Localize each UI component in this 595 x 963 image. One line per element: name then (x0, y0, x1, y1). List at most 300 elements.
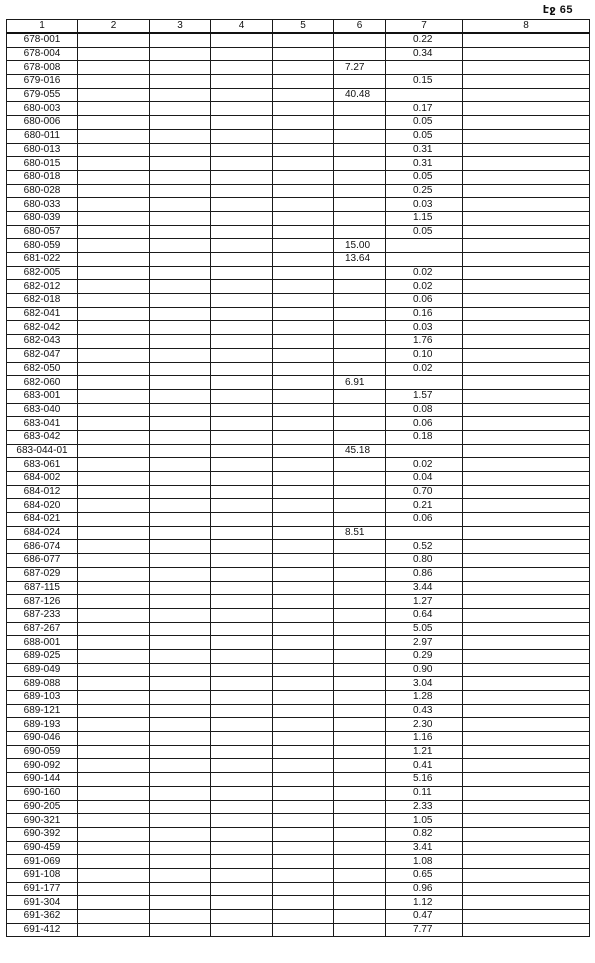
empty-cell (463, 403, 590, 417)
empty-cell (211, 170, 273, 184)
empty-cell (463, 362, 590, 376)
table-row (7, 47, 590, 61)
column-6-cell (334, 910, 386, 924)
table-row (7, 170, 590, 184)
empty-cell (463, 444, 590, 458)
empty-cell (273, 649, 334, 663)
empty-cell (273, 129, 334, 143)
empty-cell (463, 430, 590, 444)
column-6-cell (334, 198, 386, 212)
empty-cell (211, 814, 273, 828)
empty-cell (78, 910, 150, 924)
empty-cell (273, 786, 334, 800)
parcel-code-cell: 679-055 (7, 88, 78, 102)
table-row (7, 526, 590, 540)
empty-cell (78, 540, 150, 554)
column-7-cell (386, 444, 463, 458)
empty-cell (78, 211, 150, 225)
empty-cell (273, 882, 334, 896)
empty-cell (273, 868, 334, 882)
column-header: 3 (150, 20, 211, 34)
empty-cell (463, 102, 590, 116)
empty-cell (463, 376, 590, 390)
empty-cell (211, 403, 273, 417)
empty-cell (150, 513, 211, 527)
empty-cell (78, 608, 150, 622)
empty-cell (273, 704, 334, 718)
empty-cell (463, 773, 590, 787)
empty-cell (150, 321, 211, 335)
column-6-cell (334, 157, 386, 171)
empty-cell (463, 61, 590, 75)
empty-cell (463, 198, 590, 212)
column-6-cell (334, 581, 386, 595)
empty-cell (150, 910, 211, 924)
empty-cell (273, 47, 334, 61)
empty-cell (273, 170, 334, 184)
column-6-cell (334, 855, 386, 869)
empty-cell (273, 417, 334, 431)
column-6-cell (334, 732, 386, 746)
column-6-cell (334, 595, 386, 609)
empty-cell (150, 403, 211, 417)
table-row (7, 321, 590, 335)
table-row (7, 225, 590, 239)
empty-cell (211, 266, 273, 280)
empty-cell (150, 649, 211, 663)
table-row (7, 348, 590, 362)
column-7-cell: 0.64 (386, 608, 463, 622)
column-7-cell: 0.11 (386, 786, 463, 800)
empty-cell (211, 581, 273, 595)
column-7-cell: 0.65 (386, 868, 463, 882)
empty-cell (150, 882, 211, 896)
empty-cell (211, 868, 273, 882)
column-7-cell: 0.43 (386, 704, 463, 718)
column-6-cell (334, 841, 386, 855)
column-7-cell: 0.10 (386, 348, 463, 362)
table-row (7, 732, 590, 746)
empty-cell (211, 855, 273, 869)
empty-cell (273, 33, 334, 47)
parcel-code-cell: 683-040 (7, 403, 78, 417)
empty-cell (211, 882, 273, 896)
parcel-code-cell: 680-057 (7, 225, 78, 239)
empty-cell (211, 499, 273, 513)
table-row (7, 704, 590, 718)
empty-cell (211, 472, 273, 486)
empty-cell (211, 280, 273, 294)
table-row (7, 61, 590, 75)
empty-cell (78, 882, 150, 896)
empty-cell (273, 75, 334, 89)
empty-cell (150, 116, 211, 130)
parcel-code-cell: 690-092 (7, 759, 78, 773)
empty-cell (273, 198, 334, 212)
empty-cell (78, 896, 150, 910)
empty-cell (150, 102, 211, 116)
column-7-cell: 0.82 (386, 827, 463, 841)
parcel-code-cell: 690-321 (7, 814, 78, 828)
empty-cell (463, 417, 590, 431)
empty-cell (150, 581, 211, 595)
empty-cell (463, 239, 590, 253)
empty-cell (150, 389, 211, 403)
column-6-cell (334, 786, 386, 800)
empty-cell (150, 458, 211, 472)
column-6-cell (334, 800, 386, 814)
empty-cell (463, 800, 590, 814)
table-body (7, 33, 590, 937)
parcel-code-cell: 682-005 (7, 266, 78, 280)
empty-cell (211, 663, 273, 677)
empty-cell (463, 622, 590, 636)
empty-cell (273, 157, 334, 171)
empty-cell (273, 211, 334, 225)
empty-cell (78, 88, 150, 102)
empty-cell (150, 266, 211, 280)
table-row (7, 841, 590, 855)
column-7-cell: 2.30 (386, 718, 463, 732)
column-7-cell: 0.03 (386, 198, 463, 212)
column-6-cell (334, 321, 386, 335)
empty-cell (150, 677, 211, 691)
empty-cell (150, 595, 211, 609)
empty-cell (150, 800, 211, 814)
column-6-cell (334, 554, 386, 568)
table-row (7, 266, 590, 280)
parcel-code-cell: 682-060 (7, 376, 78, 390)
empty-cell (273, 841, 334, 855)
parcel-code-cell: 678-004 (7, 47, 78, 61)
empty-cell (273, 184, 334, 198)
parcel-code-cell: 691-412 (7, 923, 78, 937)
empty-cell (211, 184, 273, 198)
empty-cell (463, 526, 590, 540)
empty-cell (211, 567, 273, 581)
empty-cell (211, 677, 273, 691)
parcel-code-cell: 690-059 (7, 745, 78, 759)
empty-cell (78, 855, 150, 869)
table-row (7, 540, 590, 554)
column-6-cell (334, 430, 386, 444)
empty-cell (463, 540, 590, 554)
parcel-code-cell: 687-029 (7, 567, 78, 581)
column-7-cell: 0.15 (386, 75, 463, 89)
table-row (7, 622, 590, 636)
empty-cell (78, 759, 150, 773)
column-7-cell: 0.96 (386, 882, 463, 896)
parcel-code-cell: 682-042 (7, 321, 78, 335)
empty-cell (463, 458, 590, 472)
parcel-code-cell: 680-011 (7, 129, 78, 143)
empty-cell (273, 718, 334, 732)
table-row (7, 280, 590, 294)
empty-cell (211, 636, 273, 650)
column-6-cell: 13.64 (334, 253, 386, 267)
empty-cell (273, 595, 334, 609)
empty-cell (78, 786, 150, 800)
empty-cell (273, 348, 334, 362)
empty-cell (273, 61, 334, 75)
table-row (7, 691, 590, 705)
empty-cell (150, 280, 211, 294)
empty-cell (211, 786, 273, 800)
parcel-code-cell: 678-001 (7, 33, 78, 47)
column-6-cell (334, 472, 386, 486)
table-row (7, 827, 590, 841)
empty-cell (273, 321, 334, 335)
empty-cell (211, 608, 273, 622)
table-row (7, 143, 590, 157)
column-7-cell: 3.04 (386, 677, 463, 691)
parcel-code-cell: 690-392 (7, 827, 78, 841)
column-6-cell (334, 814, 386, 828)
empty-cell (463, 827, 590, 841)
empty-cell (211, 389, 273, 403)
empty-cell (150, 499, 211, 513)
parcel-code-cell: 682-018 (7, 294, 78, 308)
empty-cell (150, 923, 211, 937)
empty-cell (463, 348, 590, 362)
table-row (7, 184, 590, 198)
parcel-code-cell: 680-018 (7, 170, 78, 184)
parcel-code-cell: 690-205 (7, 800, 78, 814)
empty-cell (150, 33, 211, 47)
empty-cell (463, 129, 590, 143)
empty-cell (150, 417, 211, 431)
empty-cell (150, 608, 211, 622)
empty-cell (78, 718, 150, 732)
empty-cell (150, 759, 211, 773)
empty-cell (463, 47, 590, 61)
empty-cell (78, 485, 150, 499)
empty-cell (211, 225, 273, 239)
column-6-cell (334, 129, 386, 143)
empty-cell (150, 472, 211, 486)
empty-cell (273, 759, 334, 773)
column-6-cell: 7.27 (334, 61, 386, 75)
empty-cell (273, 376, 334, 390)
empty-cell (463, 910, 590, 924)
empty-cell (273, 814, 334, 828)
column-7-cell: 2.33 (386, 800, 463, 814)
column-6-cell (334, 47, 386, 61)
empty-cell (463, 389, 590, 403)
parcel-code-cell: 689-103 (7, 691, 78, 705)
empty-cell (78, 691, 150, 705)
table-row (7, 677, 590, 691)
column-7-cell: 1.12 (386, 896, 463, 910)
parcel-code-cell: 690-046 (7, 732, 78, 746)
column-6-cell (334, 403, 386, 417)
empty-cell (78, 417, 150, 431)
column-6-cell: 40.48 (334, 88, 386, 102)
empty-cell (463, 513, 590, 527)
column-7-cell: 0.08 (386, 403, 463, 417)
column-6-cell (334, 567, 386, 581)
empty-cell (78, 143, 150, 157)
parcel-code-cell: 691-069 (7, 855, 78, 869)
column-7-cell: 0.21 (386, 499, 463, 513)
empty-cell (211, 444, 273, 458)
empty-cell (150, 526, 211, 540)
empty-cell (78, 513, 150, 527)
empty-cell (150, 718, 211, 732)
empty-cell (211, 102, 273, 116)
column-6-cell (334, 389, 386, 403)
empty-cell (211, 307, 273, 321)
parcel-code-cell: 680-033 (7, 198, 78, 212)
empty-cell (273, 513, 334, 527)
parcel-code-cell: 680-028 (7, 184, 78, 198)
column-6-cell (334, 485, 386, 499)
empty-cell (211, 335, 273, 349)
table-row (7, 362, 590, 376)
empty-cell (78, 129, 150, 143)
column-6-cell (334, 75, 386, 89)
empty-cell (273, 540, 334, 554)
empty-cell (211, 923, 273, 937)
parcel-code-cell: 688-001 (7, 636, 78, 650)
empty-cell (211, 157, 273, 171)
empty-cell (273, 526, 334, 540)
empty-cell (273, 923, 334, 937)
empty-cell (463, 868, 590, 882)
column-6-cell (334, 294, 386, 308)
table-row (7, 116, 590, 130)
empty-cell (273, 307, 334, 321)
empty-cell (463, 253, 590, 267)
empty-cell (273, 389, 334, 403)
parcel-code-cell: 687-126 (7, 595, 78, 609)
empty-cell (211, 649, 273, 663)
page-number: էջ 65 (542, 4, 573, 16)
empty-cell (463, 321, 590, 335)
parcel-code-cell: 687-233 (7, 608, 78, 622)
empty-cell (78, 814, 150, 828)
empty-cell (78, 923, 150, 937)
parcel-code-cell: 679-016 (7, 75, 78, 89)
table-row (7, 253, 590, 267)
column-header: 5 (273, 20, 334, 34)
column-7-cell: 0.05 (386, 170, 463, 184)
empty-cell (211, 198, 273, 212)
empty-cell (78, 348, 150, 362)
empty-cell (463, 882, 590, 896)
empty-cell (463, 704, 590, 718)
table-row (7, 567, 590, 581)
column-7-cell: 1.28 (386, 691, 463, 705)
empty-cell (78, 157, 150, 171)
empty-cell (78, 294, 150, 308)
parcel-code-cell: 691-362 (7, 910, 78, 924)
column-6-cell (334, 718, 386, 732)
column-6-cell (334, 170, 386, 184)
empty-cell (463, 157, 590, 171)
empty-cell (150, 704, 211, 718)
table-row (7, 485, 590, 499)
empty-cell (273, 663, 334, 677)
table-row (7, 636, 590, 650)
empty-cell (150, 88, 211, 102)
column-header: 8 (463, 20, 590, 34)
column-6-cell (334, 704, 386, 718)
column-7-cell: 1.27 (386, 595, 463, 609)
empty-cell (211, 116, 273, 130)
empty-cell (150, 622, 211, 636)
empty-cell (211, 458, 273, 472)
empty-cell (463, 472, 590, 486)
column-6-cell (334, 827, 386, 841)
empty-cell (273, 636, 334, 650)
column-header: 6 (334, 20, 386, 34)
table-row (7, 663, 590, 677)
table-row (7, 376, 590, 390)
empty-cell (150, 253, 211, 267)
empty-cell (211, 47, 273, 61)
empty-cell (150, 239, 211, 253)
column-6-cell (334, 622, 386, 636)
empty-cell (150, 143, 211, 157)
empty-cell (78, 526, 150, 540)
empty-cell (273, 280, 334, 294)
empty-cell (78, 102, 150, 116)
empty-cell (463, 485, 590, 499)
empty-cell (150, 636, 211, 650)
parcel-code-cell: 689-193 (7, 718, 78, 732)
empty-cell (211, 704, 273, 718)
empty-cell (211, 321, 273, 335)
empty-cell (211, 622, 273, 636)
empty-cell (150, 362, 211, 376)
empty-cell (273, 239, 334, 253)
empty-cell (463, 567, 590, 581)
empty-cell (150, 348, 211, 362)
empty-cell (78, 444, 150, 458)
table-row (7, 923, 590, 937)
empty-cell (463, 855, 590, 869)
column-7-cell: 0.47 (386, 910, 463, 924)
empty-cell (273, 581, 334, 595)
column-7-cell: 0.05 (386, 225, 463, 239)
empty-cell (150, 786, 211, 800)
empty-cell (463, 718, 590, 732)
parcel-code-cell: 683-044-01 (7, 444, 78, 458)
parcel-code-cell: 684-024 (7, 526, 78, 540)
empty-cell (78, 827, 150, 841)
empty-cell (150, 663, 211, 677)
empty-cell (78, 198, 150, 212)
column-7-cell: 0.52 (386, 540, 463, 554)
empty-cell (150, 198, 211, 212)
parcel-code-cell: 683-001 (7, 389, 78, 403)
column-6-cell (334, 266, 386, 280)
empty-cell (273, 622, 334, 636)
empty-cell (150, 567, 211, 581)
parcel-code-cell: 689-088 (7, 677, 78, 691)
column-header: 1 (7, 20, 78, 34)
empty-cell (211, 513, 273, 527)
empty-cell (463, 499, 590, 513)
column-7-cell (386, 526, 463, 540)
column-7-cell: 1.05 (386, 814, 463, 828)
column-7-cell (386, 253, 463, 267)
column-7-cell: 0.05 (386, 116, 463, 130)
parcel-code-cell: 687-115 (7, 581, 78, 595)
column-6-cell (334, 923, 386, 937)
empty-cell (211, 88, 273, 102)
